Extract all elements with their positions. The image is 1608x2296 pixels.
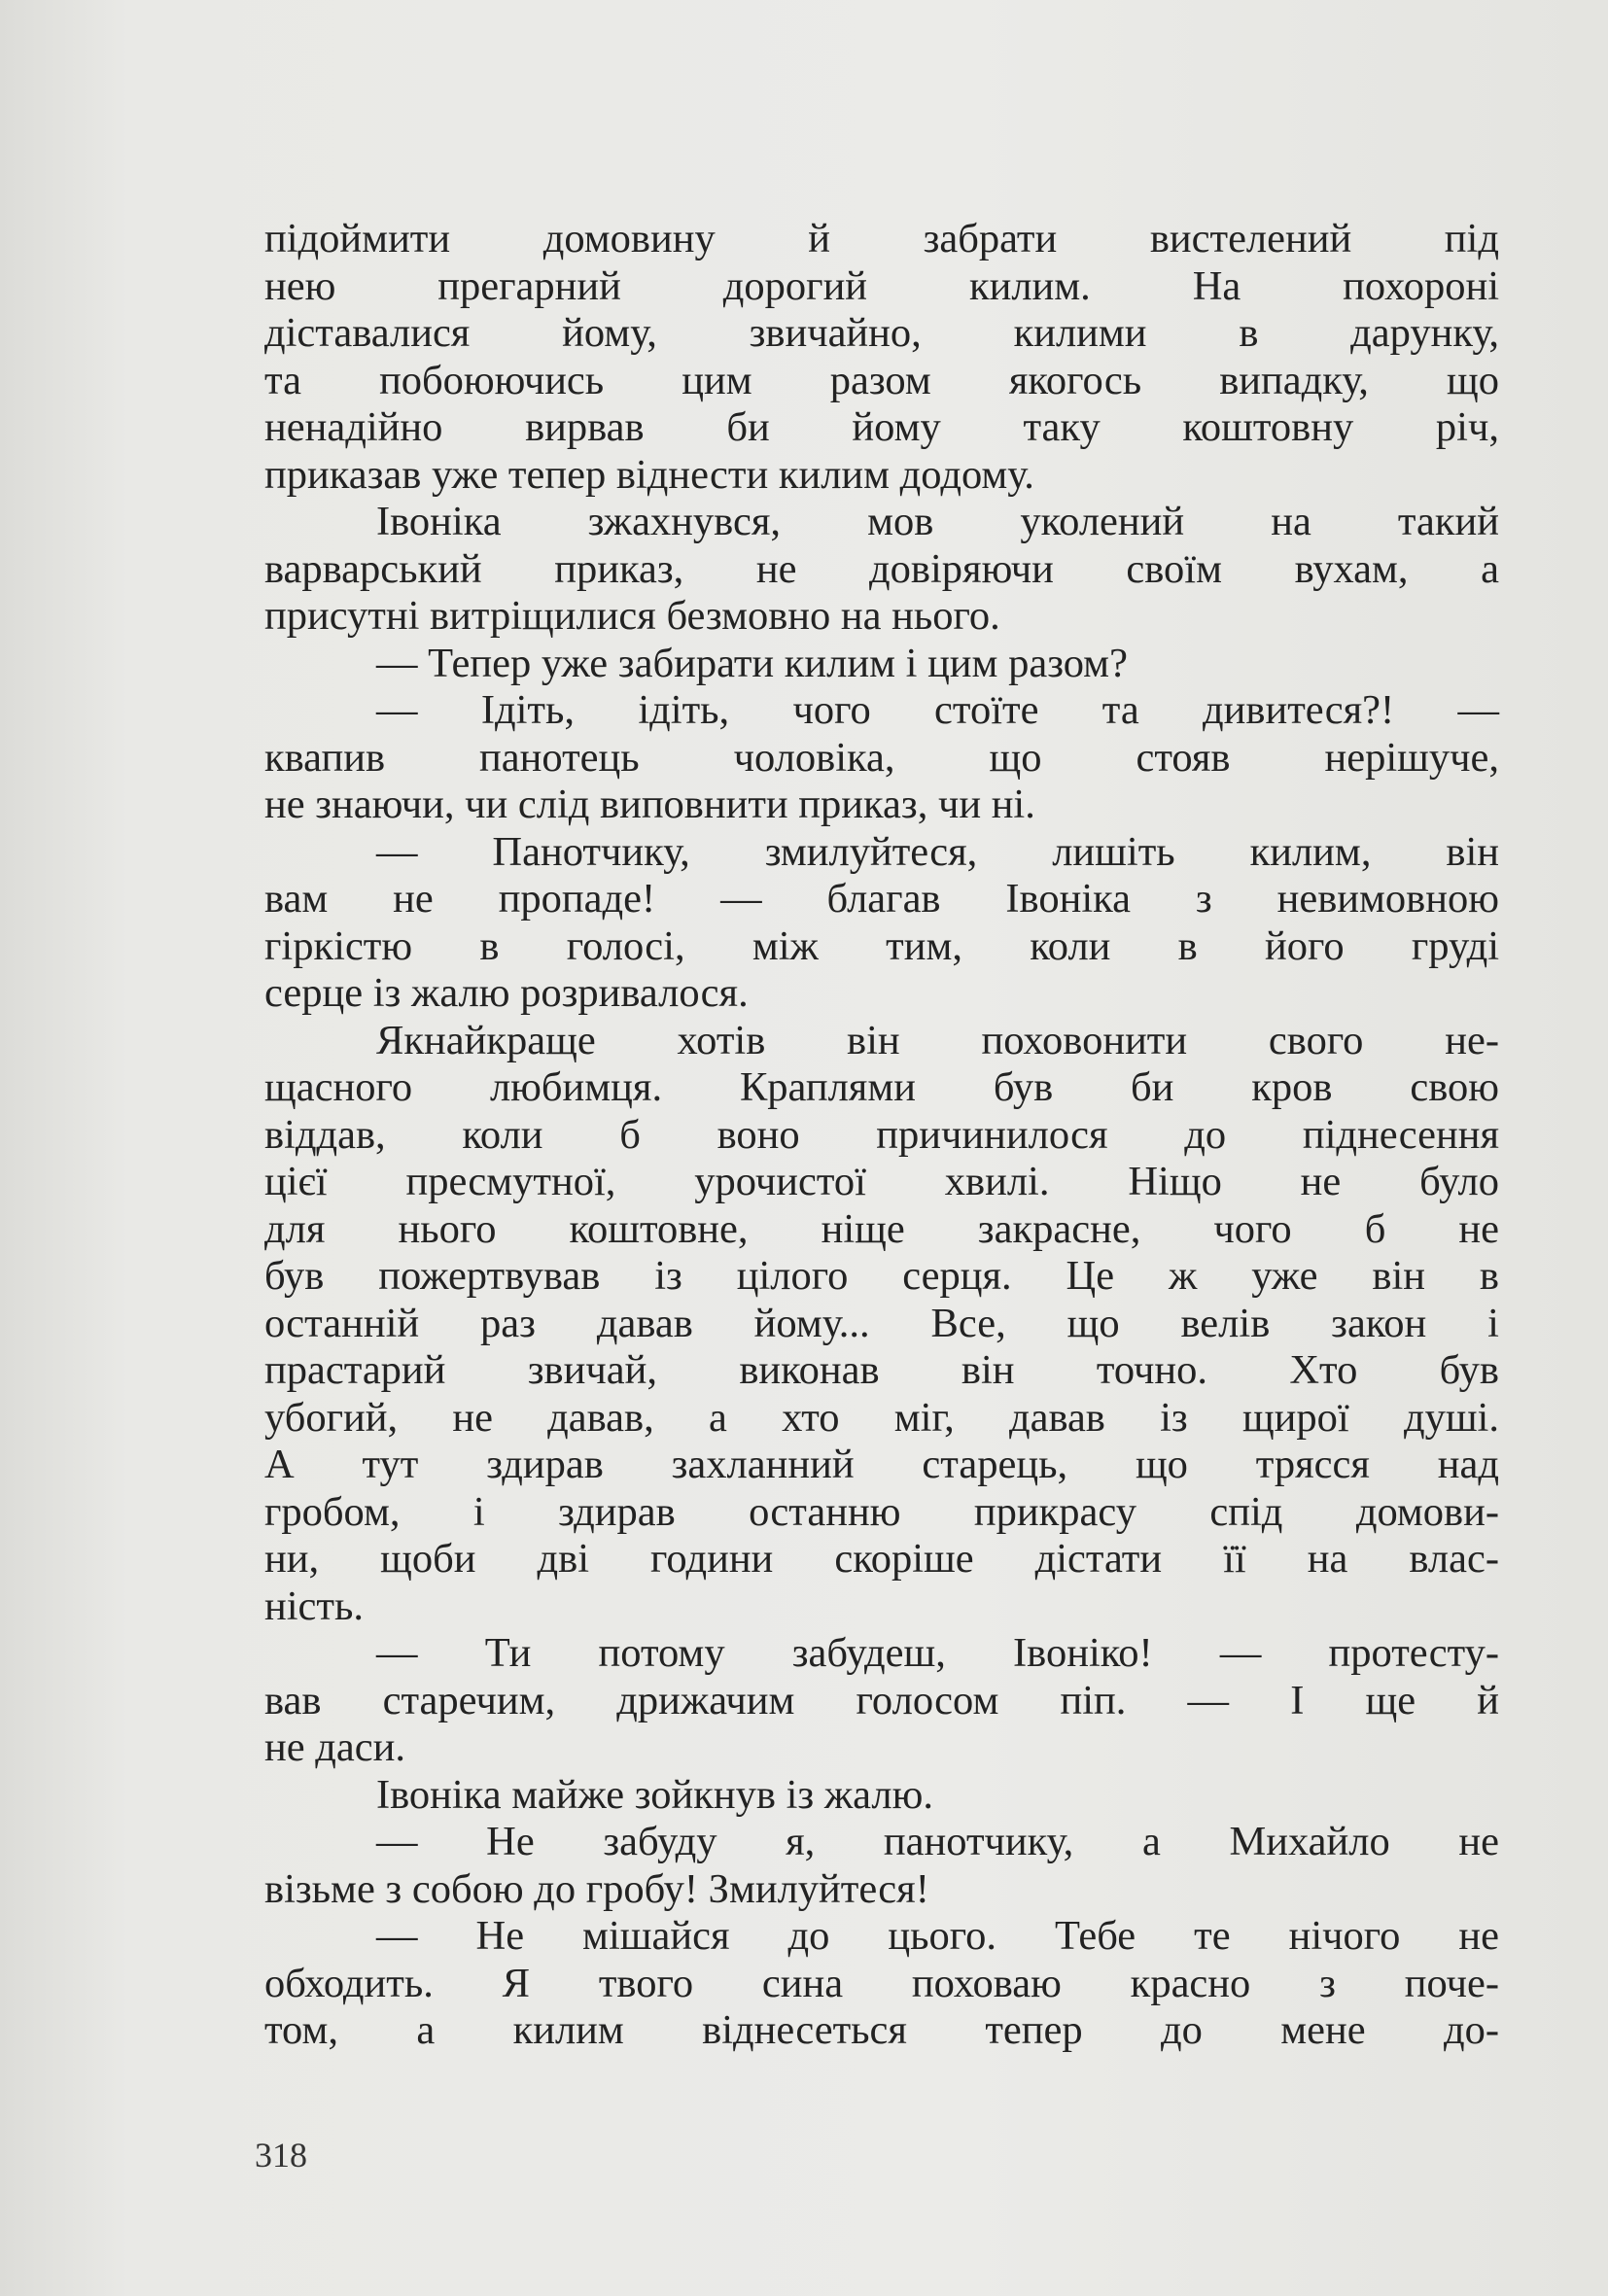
text-line: присутні витріщилися безмовно на нього. bbox=[264, 593, 1000, 639]
text-line: ненадійно вирвав би йому таку коштовну річ, bbox=[264, 404, 1499, 450]
text-line: підоймити домовину й забрати вистелений під bbox=[264, 216, 1499, 261]
text-line: вам не пропаде! — благав Івоніка з невимовною bbox=[264, 876, 1499, 922]
text-line: візьме з собою до гробу! Змилуйтеся! bbox=[264, 1865, 929, 1912]
text-line: серце із жалю розривалося. bbox=[264, 970, 749, 1016]
text-line: А тут здирав захланний старець, що трясся над bbox=[264, 1442, 1499, 1487]
text-line: цієї пресмутної, урочистої хвилі. Ніщо не було bbox=[264, 1159, 1499, 1204]
text-line: Івоніка зжахнувся, мов уколений на такий bbox=[376, 499, 1499, 544]
text-line: — Панотчику, змилуйтеся, лишіть килим, він bbox=[376, 828, 1499, 875]
text-line: прастарий звичай, виконав він точно. Хто був bbox=[264, 1347, 1499, 1393]
text-line: ни, щоби дві години скоріше дістати її на влас- bbox=[264, 1536, 1499, 1582]
text-line: гробом, і здирав останню прикрасу спід домови- bbox=[264, 1488, 1499, 1535]
text-line: — Не мішайся до цього. Тебе те нічого не bbox=[376, 1913, 1499, 1959]
text-line: обходить. Я твого сина поховаю красно з поче- bbox=[264, 1960, 1499, 2006]
text-line: том, а килим віднесеться тепер до мене до- bbox=[264, 2007, 1499, 2053]
text-line: Івоніка майже зойкнув із жалю. bbox=[376, 1771, 934, 1818]
text-line: — Ідіть, ідіть, чого стоїте та дивитеся?! — bbox=[376, 687, 1499, 733]
text-line: ність. bbox=[264, 1583, 364, 1629]
page-number: 318 bbox=[255, 2136, 307, 2174]
text-line: — Тепер уже забирати килим і цим разом? bbox=[376, 640, 1128, 686]
text-line: діставалися йому, звичайно, килими в дарунку, bbox=[264, 310, 1499, 356]
body-text bbox=[264, 216, 1499, 2055]
text-line: гіркістю в голосі, між тим, коли в його груді bbox=[264, 922, 1499, 969]
text-line: квапив панотець чоловіка, що стояв нерішуче, bbox=[264, 734, 1499, 781]
text-line: приказав уже тепер віднести килим додому. bbox=[264, 451, 1034, 498]
text-line: не знаючи, чи слід виповнити приказ, чи ні. bbox=[264, 782, 1035, 827]
text-line: був пожертвував із цілого серця. Це ж уже він в bbox=[264, 1253, 1499, 1299]
text-line: — Не забуду я, панотчику, а Михайло не bbox=[376, 1819, 1499, 1864]
text-line: та побоюючись цим разом якогось випадку, що bbox=[264, 357, 1499, 403]
text-line: не даси. bbox=[264, 1724, 405, 1770]
text-line: для нього коштовне, ніще закрасне, чого б не bbox=[264, 1205, 1499, 1252]
text-line: останній раз давав йому... Все, що велів закон і bbox=[264, 1300, 1499, 1346]
text-line: убогий, не давав, а хто міг, давав із щирої душі. bbox=[264, 1394, 1499, 1441]
text-line: Якнайкраще хотів він поховонити свого не- bbox=[376, 1017, 1499, 1063]
text-line: щасного любимця. Краплями був би кров свою bbox=[264, 1064, 1499, 1110]
text-line: нею прегарний дорогий килим. На похороні bbox=[264, 262, 1499, 309]
text-line: віддав, коли б воно причинилося до піднесення bbox=[264, 1111, 1499, 1158]
text-line: — Ти потому забудеш, Івоніко! — протесту- bbox=[376, 1630, 1499, 1676]
text-line: варварський приказ, не довіряючи своїм вухам, а bbox=[264, 545, 1499, 592]
text-line: вав старечим, дрижачим голосом піп. — І ще й bbox=[264, 1677, 1499, 1723]
